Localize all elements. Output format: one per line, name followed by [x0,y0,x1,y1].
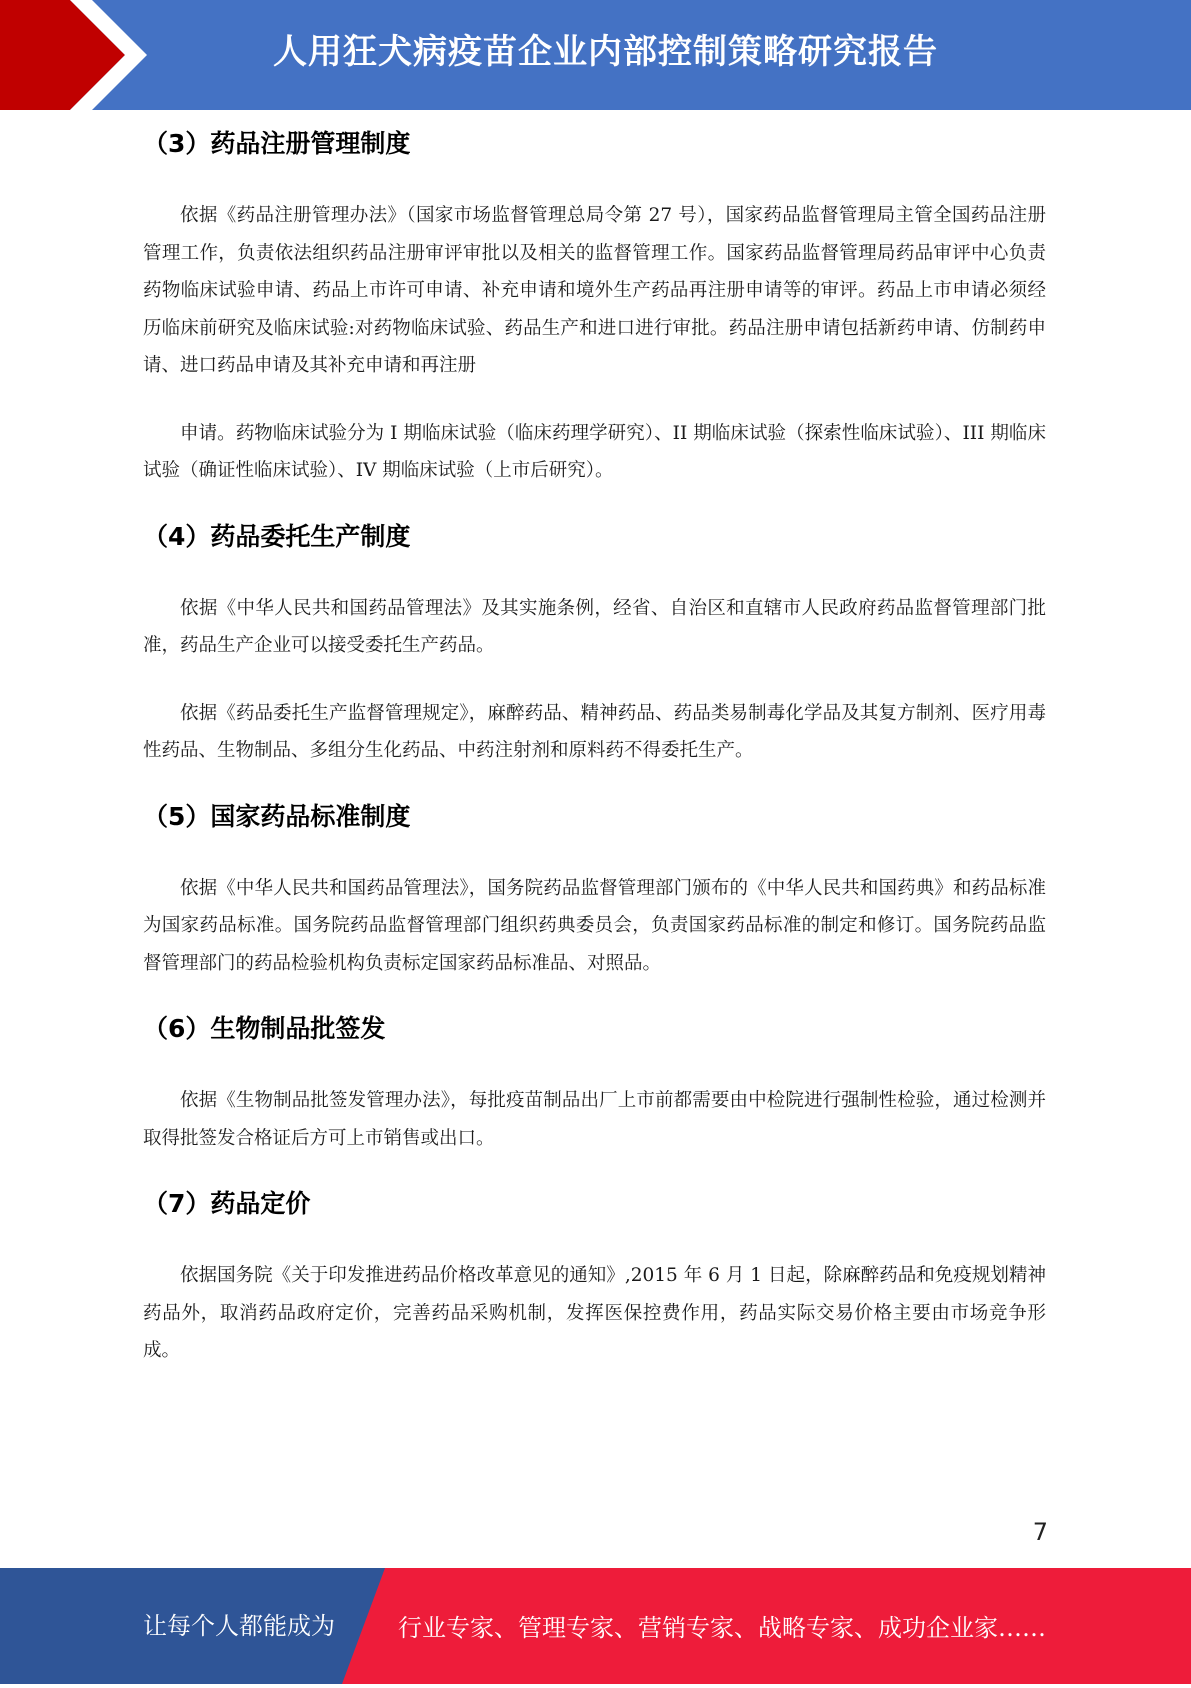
paragraph: 依据《药品注册管理办法》（国家市场监督管理总局令第 27 号），国家药品监督管理局主管全国药品注册管理工作，负责依法组织药品注册审评审批以及相关的监督管理工作。国家药品监督管理局药品审评中心负责药物临床试验申请、药品上市许可申请、补充申请和境外生产药品再注册申请等的审评。药品上市申请必须经历临床前研究及临床试验:对药物临床试验、药品生产和进口进行审批。药品注册申请包括新药申请、仿制药申请、进口药品申请及其补充申请和再注册 [143,205,1046,376]
section-heading: （6）生物制品批签发 [143,1014,386,1043]
section-heading: （5）国家药品标准制度 [143,801,411,831]
paragraph: 依据《药品委托生产监督管理规定》，麻醉药品、精神药品、药品类易制毒化学品及其复方制剂、医疗用毒性药品、生物制品、多组分生化药品、中药注射剂和原料药不得委托生产。 [143,702,1046,761]
footer-slogan-right: 行业专家、管理专家、营销专家、战略专家、成功企业家…… [398,1614,1046,1642]
section-heading: （7）药品定价 [143,1189,311,1218]
paragraph: 依据《中华人民共和国药品管理法》及其实施条例，经省、自治区和直辖市人民政府药品监督管理部门批准，药品生产企业可以接受委托生产药品。 [143,597,1046,656]
paragraph: 申请。药物临床试验分为 I 期临床试验（临床药理学研究）、II 期临床试验（探索性临床试验）、III 期临床试验（确证性临床试验）、IV 期临床试验（上市后研究）。 [143,422,1046,481]
document-title: 人用狂犬病疫苗企业内部控制策略研究报告 [273,32,938,72]
page-number: 7 [1032,1518,1048,1546]
page-header-bar [0,0,1191,110]
section-heading: （3）药品注册管理制度 [143,129,411,158]
paragraph: 依据《中华人民共和国药品管理法》，国务院药品监督管理部门颁布的《中华人民共和国药典》和药品标准为国家药品标准。国务院药品监督管理部门组织药典委员会，负责国家药品标准的制定和修订。国务院药品监督管理部门的药品检验机构负责标定国家药品标准品、对照品。 [143,877,1046,974]
footer-slogan-left: 让每个人都能成为 [143,1612,335,1640]
paragraph: 依据《生物制品批签发管理办法》，每批疫苗制品出厂上市前都需要由中检院进行强制性检验，通过检测并取得批签发合格证后方可上市销售或出口。 [143,1090,1046,1149]
paragraph: 依据国务院《关于印发推进药品价格改革意见的通知》,2015 年 6 月 1 日起，除麻醉药品和免疫规划精神药品外，取消药品政府定价，完善药品采购机制，发挥医保控费作用，药品实际交易价格主要由市场竞争形成。 [143,1265,1046,1361]
page-footer-bar [0,1568,1191,1684]
section-heading: （4）药品委托生产制度 [143,521,411,551]
document-body [143,125,1046,1370]
